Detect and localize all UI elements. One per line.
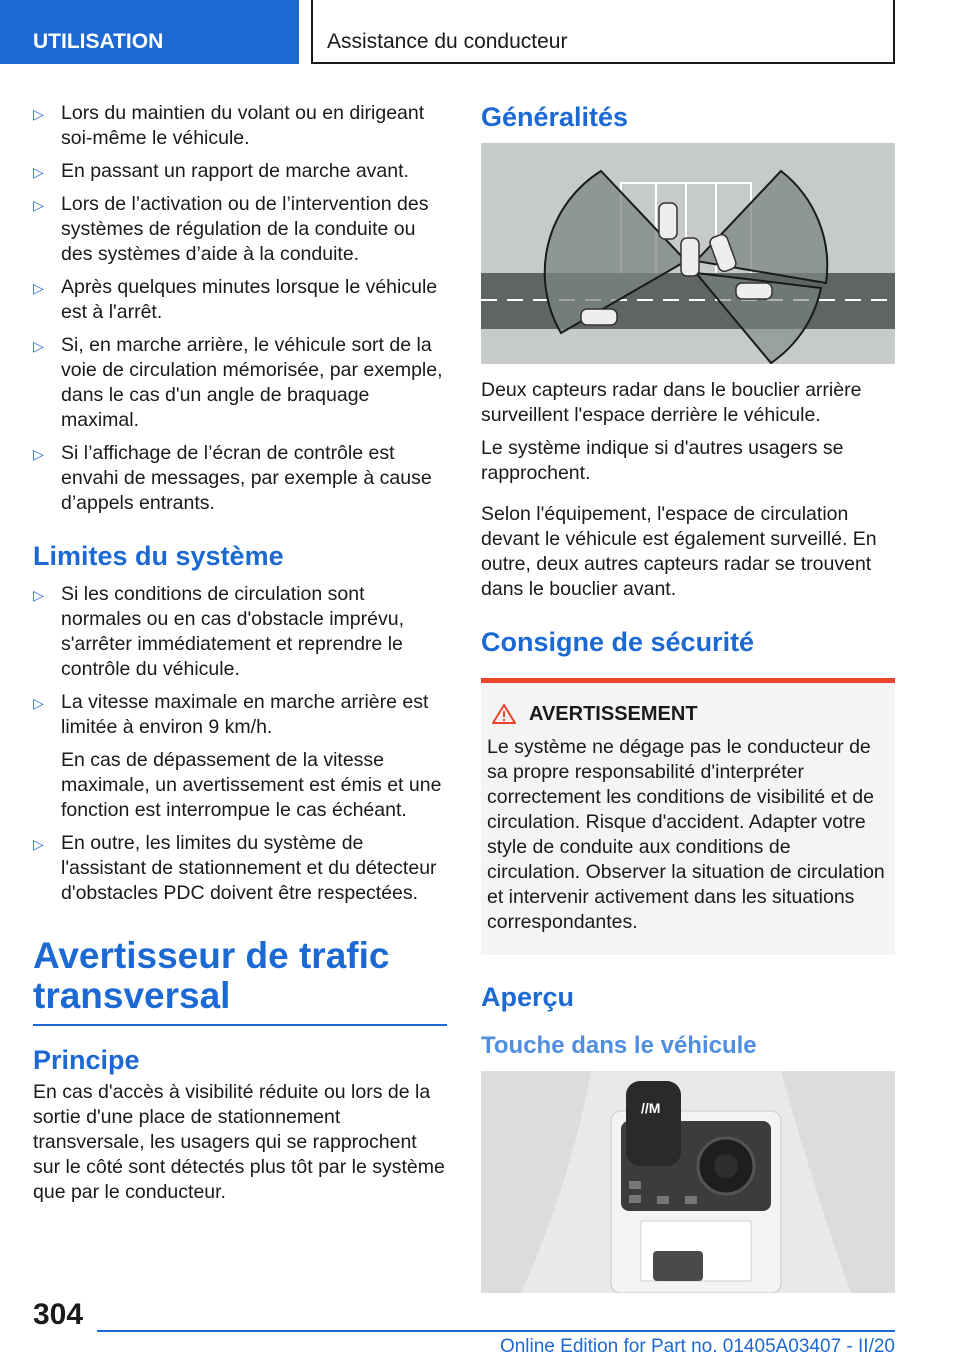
general-paragraph: Selon l'équipement, l'espace de circulation devant le véhicule est également surveillé. En outre, deux autres capteurs radar se trouvent dans le bouclier avant. (481, 503, 877, 600)
principle-heading: Principe (33, 1045, 140, 1075)
triangle-bullet-icon: ▷ (33, 280, 44, 296)
main-heading: Avertisseur de trafic transversal (33, 936, 447, 1026)
general-paragraph: Deux capteurs radar dans le bouclier arrière surveillent l'espace derrière le véhicule. (481, 379, 862, 426)
principle-text: En cas d'accès à visibilité réduite ou lors de la sortie d'une place de stationnement transversale, les usagers qui se rapprochent sur le côté sont détectés plus tôt par le système que par le conducteur. (33, 1081, 445, 1203)
triangle-bullet-icon: ▷ (33, 338, 44, 354)
bullet-item: ▷ Si l’affichage de l’écran de contrôle est envahi de messages, par exemple à cause d’appels entrants. (33, 442, 432, 514)
triangle-bullet-icon: ▷ (33, 106, 44, 122)
warning-box (481, 678, 895, 955)
triangle-bullet-icon: ▷ (33, 695, 44, 711)
section-tab: UTILISATION (0, 0, 299, 64)
warning-title: AVERTISSEMENT (487, 701, 887, 727)
safety-heading: Consigne de sécurité (481, 627, 755, 657)
page-number: 304 (33, 1298, 84, 1331)
edition-info: Online Edition for Part no. 01405A03407 - II/20 (499, 1336, 895, 1357)
triangle-bullet-icon: ▷ (33, 164, 44, 180)
chapter-title: Assistance du conducteur (311, 0, 895, 64)
left-column (33, 101, 447, 1213)
bullet-item: ▷ La vitesse maximale en marche arrière est limitée à environ 9 km/h. (33, 691, 429, 738)
bullet-subtext: En cas de dépassement de la vitesse maximale, un avertissement est émis et une fonction est interrompue le cas échéant. (61, 749, 442, 821)
bullet-item: ▷ En passant un rapport de marche avant. (33, 159, 447, 184)
button-heading: Touche dans le véhicule (481, 1032, 757, 1059)
radar-coverage-illustration (481, 143, 895, 364)
footer-divider (97, 1330, 895, 1332)
bullet-item: ▷ Lors du maintien du volant ou en dirigeant soi-même le véhicule. (33, 102, 425, 149)
bullet-item: ▷ Lors de l’activation ou de l’intervention des systèmes de régulation de la conduite ou des systèmes d’aide à la conduite. (33, 193, 429, 265)
svg-text://M: //M (641, 1100, 661, 1116)
triangle-bullet-icon: ▷ (33, 446, 44, 462)
bullet-item: ▷ Si, en marche arrière, le véhicule sort de la voie de circulation mémorisée, par exemple, dans le cas d'un angle de braquage maximal. (33, 334, 443, 431)
general-paragraph: Le système indique si d'autres usagers se rapprochent. (481, 437, 844, 484)
triangle-bullet-icon: ▷ (33, 587, 44, 603)
right-column (481, 101, 895, 1293)
bullet-item: ▷ Après quelques minutes lorsque le véhicule est à l'arrêt. (33, 276, 438, 323)
overview-heading: Aperçu (481, 982, 575, 1012)
general-heading: Généralités (481, 102, 629, 132)
warning-triangle-icon (491, 703, 517, 725)
triangle-bullet-icon: ▷ (33, 836, 44, 852)
bullet-item: ▷ En outre, les limites du système de l'assistant de stationnement et du détecteur d'obstacles PDC doivent être respectées. (33, 832, 437, 904)
center-console-photo (481, 1071, 895, 1293)
triangle-bullet-icon: ▷ (33, 197, 44, 213)
warning-text: Le système ne dégage pas le conducteur de sa propre responsabilité d'interpréter correctement les conditions de visibilité et de circulation. Risque d'accident. Adapter votre style de conduite aux conditions de circulation. Observer la situation de circulation et intervenir activement dans les situations correspondantes. (487, 736, 885, 933)
limits-heading: Limites du système (33, 541, 284, 571)
bullet-item: ▷ Si les conditions de circulation sont normales ou en cas d'obstacle imprévu, s'arrêter immédiatement et reprendre le contrôle du véhicule. (33, 583, 404, 680)
